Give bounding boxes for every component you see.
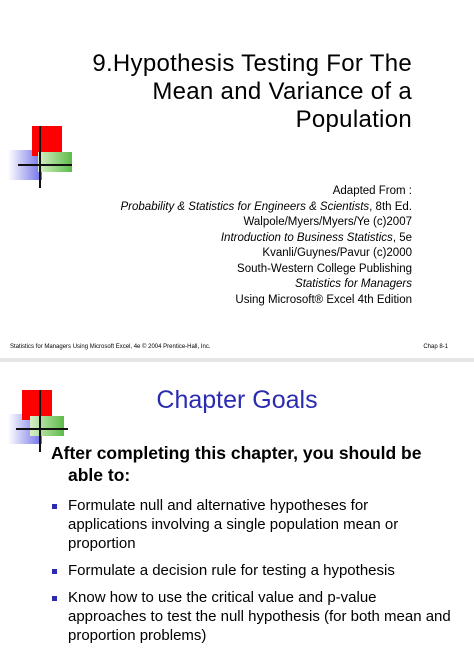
source-2-line	[0, 231, 412, 247]
bullet-square-icon	[52, 504, 57, 509]
list-item-text: Formulate null and alternative hypotheses for applications involving a single population mean or proportion	[68, 497, 399, 552]
source-3-title: Statistics for Managers	[295, 278, 412, 290]
source-1-line	[0, 200, 412, 216]
source-2-title: Introduction to Business Statistics	[220, 231, 393, 244]
source-1-edition: , 8th Ed.	[369, 200, 412, 213]
title-line: Mean and Variance of a	[152, 78, 412, 105]
title-line: 9.Hypothesis Testing For The	[92, 50, 412, 77]
green-square-shape	[30, 416, 64, 436]
logo-horizontal-line	[16, 428, 68, 430]
source-2-authors: Kvanli/Guynes/Pavur (c)2000	[262, 247, 412, 259]
source-2-publisher: South-Western College Publishing	[237, 262, 412, 275]
source-1-authors: Walpole/Myers/Myers/Ye (c)2007	[243, 216, 412, 228]
slide-title: Chapter Goals	[156, 386, 318, 414]
list-item-text: Know how to use the critical value and p-value approaches to test the null hypothesis (for both mean and proportion problems)	[68, 589, 451, 644]
slide-footer-copyright: Statistics for Managers Using Microsoft Excel, 4e © 2004 Prentice-Hall, Inc.	[10, 344, 211, 350]
intro-line: able to:	[68, 465, 131, 485]
bullet-square-icon	[52, 569, 57, 574]
source-credits	[0, 184, 412, 308]
list-item-text: Formulate a decision rule for testing a hypothesis	[68, 562, 395, 579]
goals-list	[51, 496, 451, 653]
adapted-from-label: Adapted From :	[332, 185, 412, 197]
list-item	[51, 588, 451, 645]
source-3-subtitle: Using Microsoft® Excel 4th Edition	[235, 293, 412, 306]
slide-footer-page-number: Chap 8-1	[423, 344, 448, 350]
title-line: Population	[295, 106, 412, 133]
logo-vertical-line	[39, 126, 41, 188]
chapter-goals-slide	[0, 362, 474, 644]
bullet-square-icon	[52, 596, 57, 601]
goals-intro	[51, 442, 451, 486]
list-item	[51, 561, 451, 580]
logo-horizontal-line	[18, 164, 72, 166]
source-1-title: Probability & Statistics for Engineers & Scientists	[120, 200, 370, 213]
green-square-shape	[38, 152, 72, 172]
list-item	[51, 496, 451, 553]
slide-title	[72, 50, 412, 134]
source-2-edition: , 5e	[392, 231, 412, 244]
intro-line: After completing this chapter, you should be	[51, 443, 422, 463]
